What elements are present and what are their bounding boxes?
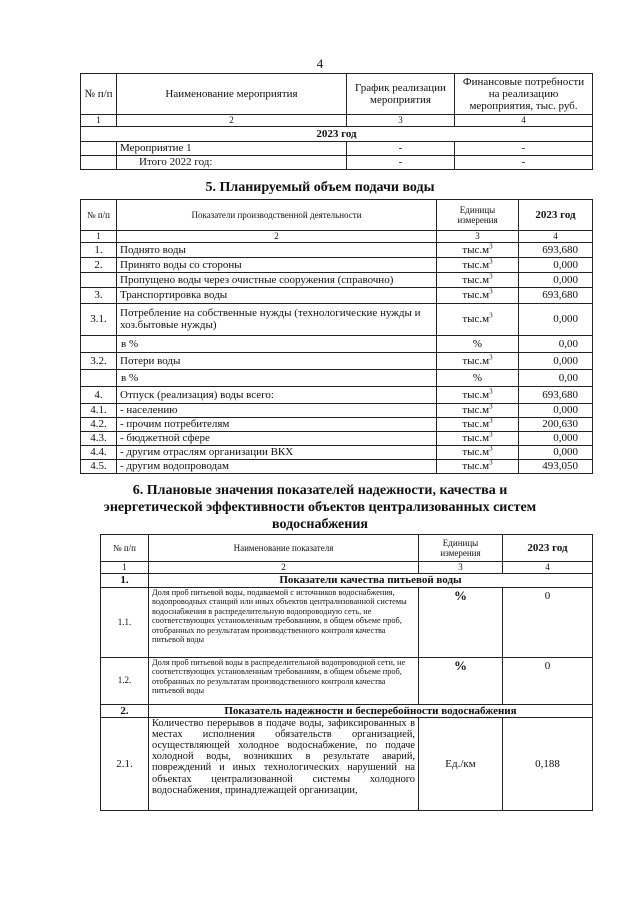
row-num (81, 272, 117, 287)
col-number: 1 (81, 115, 117, 127)
group-title: Показатели качества питьевой воды (149, 573, 593, 587)
table-row (81, 431, 593, 445)
row-finance: - (455, 155, 593, 169)
row-unit: % (437, 335, 519, 352)
table-row (81, 459, 593, 473)
table-row (101, 587, 593, 657)
row-name: Транспортировка воды (117, 287, 437, 303)
row-unit: $тыс.м^3$ (437, 445, 519, 459)
row-unit: $тыс.м^3$ (437, 242, 519, 257)
header-finance: Финансовые потребности на реализацию мероприятия, тыс. руб. (455, 74, 593, 115)
row-value: 0,000 (519, 431, 593, 445)
indicators-table (100, 534, 593, 811)
row-name: Принято воды со стороны (117, 257, 437, 272)
row-value: 0 (503, 657, 593, 704)
col-number: 2 (117, 115, 347, 127)
row-value: 693,680 (519, 287, 593, 303)
header-unit: Единицы измерения (437, 200, 519, 231)
row-name: Итого 2022 год: (117, 155, 347, 169)
table-row (81, 352, 593, 369)
header-schedule: График реализации мероприятия (347, 74, 455, 115)
section-6-title-line-1: 6. Плановые значения показателей надежности, качества и (132, 483, 508, 498)
row-value: 0,000 (519, 403, 593, 417)
col-number: 4 (503, 562, 593, 574)
row-name: в % (117, 335, 437, 352)
table-row (81, 303, 593, 335)
col-number: 2 (117, 231, 437, 243)
water-supply-rows (81, 242, 593, 473)
group-num: 1. (101, 573, 149, 587)
row-name: - прочим потребителям (117, 417, 437, 431)
table-row (81, 403, 593, 417)
row-text: Количество перерывов в подаче воды, зафиксированных в местах исполнения обязательств организацией, осуществляющей холодное водоснабжение, по подаче холодной воды, возникших в результате аварий, повреждений и иных технологических нарушений на объектах централизованной системы холодного водоснабжения, принадлежащей организации, (149, 717, 419, 810)
row-value: 693,680 (519, 242, 593, 257)
column-number-row (101, 562, 593, 574)
group-title: Показатель надежности и бесперебойности водоснабжения (149, 704, 593, 717)
group-row (101, 573, 593, 587)
row-unit: % (419, 587, 503, 657)
header-num: № п/п (101, 535, 149, 562)
row-num: 4.4. (81, 445, 117, 459)
column-number-row (81, 115, 593, 127)
col-number: 2 (149, 562, 419, 574)
table-header-row (81, 200, 593, 231)
table-row (81, 386, 593, 403)
row-num: 2. (81, 257, 117, 272)
row-name: - населению (117, 403, 437, 417)
table-row (81, 369, 593, 386)
row-num: 1. (81, 242, 117, 257)
table-row (81, 272, 593, 287)
row-unit: % (437, 369, 519, 386)
table-row (81, 335, 593, 352)
row-name: Потери воды (117, 352, 437, 369)
header-num: № п/п (81, 74, 117, 115)
row-num: 3.1. (81, 303, 117, 335)
col-number: 3 (437, 231, 519, 243)
row-value: 0 (503, 587, 593, 657)
row-num: 4.2. (81, 417, 117, 431)
col-number: 4 (455, 115, 593, 127)
row-value: 0,000 (519, 272, 593, 287)
col-number: 3 (347, 115, 455, 127)
row-unit: Ед./км (419, 717, 503, 810)
row-schedule: - (347, 141, 455, 155)
table-row (81, 141, 593, 155)
row-unit: $тыс.м^3$ (437, 287, 519, 303)
row-value: 493,050 (519, 459, 593, 473)
section-5-title: 5. Планируемый объем подачи воды (205, 180, 435, 195)
header-year: 2023 год (503, 535, 593, 562)
row-name: Поднято воды (117, 242, 437, 257)
row-name: - другим отраслям организации ВКХ (117, 445, 437, 459)
group-num: 2. (101, 704, 149, 717)
row-value: 0,000 (519, 257, 593, 272)
section-6-title-line-3: водоснабжения (272, 517, 368, 532)
row-unit: $тыс.м^3$ (437, 459, 519, 473)
header-name: Наименование мероприятия (117, 74, 347, 115)
row-text: Доля проб питьевой воды в распределительной водопроводной сети, не соответствующих установленным требованиям, в общем объеме проб, отобранных по результатам производственного контроля качества питьевой воды (149, 657, 419, 704)
table-row (101, 657, 593, 704)
col-number: 4 (519, 231, 593, 243)
row-num: 4.3. (81, 431, 117, 445)
section-6-title-line-2: энергетической эффективности объектов централизованных систем (103, 500, 537, 515)
row-value: 200,630 (519, 417, 593, 431)
header-year: 2023 год (519, 200, 593, 231)
row-name: - другим водопроводам (117, 459, 437, 473)
col-number: 1 (101, 562, 149, 574)
row-value: 0,00 (519, 369, 593, 386)
row-unit: $тыс.м^3$ (437, 303, 519, 335)
header-indicator: Наименование показателя (149, 535, 419, 562)
row-unit: $тыс.м^3$ (437, 386, 519, 403)
col-number: 3 (419, 562, 503, 574)
row-name: Отпуск (реализация) воды всего: (117, 386, 437, 403)
year-row (81, 126, 593, 141)
table-row (81, 417, 593, 431)
row-num: 4.5. (81, 459, 117, 473)
row-num (81, 155, 117, 169)
row-num (81, 141, 117, 155)
row-finance: - (455, 141, 593, 155)
row-value: 693,680 (519, 386, 593, 403)
table-row (81, 155, 593, 169)
row-name: в % (117, 369, 437, 386)
row-unit: $тыс.м^3$ (437, 352, 519, 369)
row-num: 4. (81, 386, 117, 403)
group-row (101, 704, 593, 717)
row-num: 3.2. (81, 352, 117, 369)
row-name: Потребление на собственные нужды (технологические нужды и хоз.бытовые нужды) (117, 303, 437, 335)
table-header-row (101, 535, 593, 562)
table-header-row (81, 74, 593, 115)
row-text: Доля проб питьевой воды, подаваемой с источников водоснабжения, водопроводных станций или иных объектов централизованной системы водоснабжения в распределительную водопроводную сеть, не соответствующих установленным требованиям, в общем объеме проб, отобранных по результатам производственного контроля качества питьевой воды (149, 587, 419, 657)
row-name: Пропущено воды через очистные сооружения (справочно) (117, 272, 437, 287)
table-row (81, 257, 593, 272)
header-num: № п/п (81, 200, 117, 231)
row-value: 0,000 (519, 352, 593, 369)
table-row (101, 717, 593, 810)
events-table (80, 73, 593, 170)
row-unit: $тыс.м^3$ (437, 417, 519, 431)
header-indicator: Показатели производственной деятельности (117, 200, 437, 231)
row-num (81, 335, 117, 352)
row-unit: $тыс.м^3$ (437, 431, 519, 445)
row-num: 2.1. (101, 717, 149, 810)
row-unit: $тыс.м^3$ (437, 257, 519, 272)
table-row (81, 287, 593, 303)
row-num: 3. (81, 287, 117, 303)
row-num (81, 369, 117, 386)
table-row (81, 445, 593, 459)
row-num: 1.2. (101, 657, 149, 704)
row-value: 0,00 (519, 335, 593, 352)
row-unit: % (419, 657, 503, 704)
col-number: 1 (81, 231, 117, 243)
table-row (81, 242, 593, 257)
row-value: 0,000 (519, 445, 593, 459)
row-name: - бюджетной сфере (117, 431, 437, 445)
row-unit: $тыс.м^3$ (437, 272, 519, 287)
row-num: 1.1. (101, 587, 149, 657)
year-label: 2023 год (81, 126, 593, 141)
header-unit: Единицы измерения (419, 535, 503, 562)
page-number: 4 (316, 56, 324, 71)
row-name: Мероприятие 1 (117, 141, 347, 155)
water-supply-table (80, 199, 593, 474)
row-value: 0,188 (503, 717, 593, 810)
row-unit: $тыс.м^3$ (437, 403, 519, 417)
row-value: 0,000 (519, 303, 593, 335)
column-number-row (81, 231, 593, 243)
row-num: 4.1. (81, 403, 117, 417)
row-schedule: - (347, 155, 455, 169)
